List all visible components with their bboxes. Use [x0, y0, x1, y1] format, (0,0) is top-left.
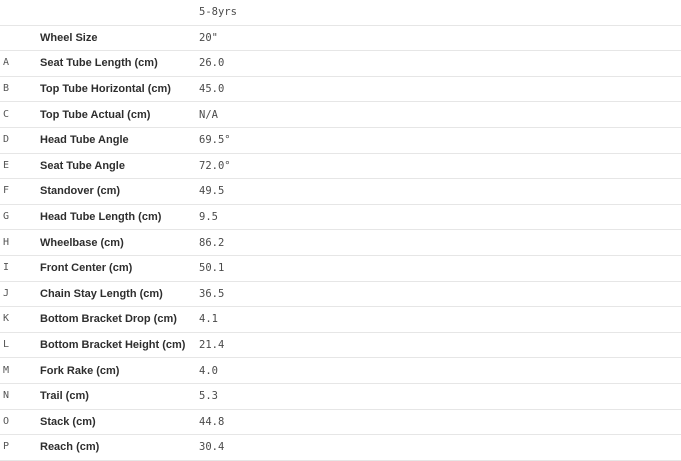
row-label: Fork Rake (cm)	[18, 358, 196, 384]
table-row	[0, 102, 681, 128]
row-label: Head Tube Length (cm)	[18, 204, 196, 230]
row-label: Top Tube Actual (cm)	[18, 102, 196, 128]
row-label: Wheelbase (cm)	[18, 230, 196, 256]
table-row	[0, 204, 681, 230]
row-letter: F	[0, 179, 18, 205]
row-label: Trail (cm)	[18, 383, 196, 409]
row-label: Seat Tube Length (cm)	[18, 51, 196, 77]
table-row	[0, 76, 681, 102]
row-letter	[0, 25, 18, 51]
table-row	[0, 383, 681, 409]
row-letter: C	[0, 102, 18, 128]
table-row	[0, 51, 681, 77]
row-label: Reach (cm)	[18, 435, 196, 461]
column-header-size: 5-8yrs	[196, 0, 681, 25]
row-value: 36.5	[196, 281, 681, 307]
row-label: Bottom Bracket Height (cm)	[18, 332, 196, 358]
table-row	[0, 332, 681, 358]
row-value: 72.0°	[196, 153, 681, 179]
table-row	[0, 179, 681, 205]
table-row	[0, 230, 681, 256]
row-label: Front Center (cm)	[18, 255, 196, 281]
header-label-cell	[18, 0, 196, 25]
row-letter: A	[0, 51, 18, 77]
row-value: 9.5	[196, 204, 681, 230]
row-value: 21.4	[196, 332, 681, 358]
row-value: 4.1	[196, 307, 681, 333]
row-value: 50.1	[196, 255, 681, 281]
row-value: 45.0	[196, 76, 681, 102]
table-row	[0, 153, 681, 179]
row-label: Seat Tube Angle	[18, 153, 196, 179]
row-letter: L	[0, 332, 18, 358]
row-value: 86.2	[196, 230, 681, 256]
row-value: 20"	[196, 25, 681, 51]
table-row	[0, 255, 681, 281]
row-letter: B	[0, 76, 18, 102]
table-row	[0, 25, 681, 51]
row-value: 69.5°	[196, 127, 681, 153]
table-row	[0, 358, 681, 384]
row-value: 5.3	[196, 383, 681, 409]
row-label: Standover (cm)	[18, 179, 196, 205]
row-letter: K	[0, 307, 18, 333]
row-label: Stack (cm)	[18, 409, 196, 435]
table-row	[0, 127, 681, 153]
table-row	[0, 281, 681, 307]
row-value: 4.0	[196, 358, 681, 384]
row-value: 49.5	[196, 179, 681, 205]
row-letter: D	[0, 127, 18, 153]
row-value: N/A	[196, 102, 681, 128]
row-label: Head Tube Angle	[18, 127, 196, 153]
row-letter: J	[0, 281, 18, 307]
row-letter: N	[0, 383, 18, 409]
row-value: 30.4	[196, 435, 681, 461]
table-row	[0, 409, 681, 435]
row-letter: H	[0, 230, 18, 256]
row-value: 26.0	[196, 51, 681, 77]
table-row	[0, 435, 681, 461]
table-header-row	[0, 0, 681, 25]
row-label: Wheel Size	[18, 25, 196, 51]
row-letter: E	[0, 153, 18, 179]
row-value: 44.8	[196, 409, 681, 435]
row-label: Bottom Bracket Drop (cm)	[18, 307, 196, 333]
row-letter: G	[0, 204, 18, 230]
row-label: Chain Stay Length (cm)	[18, 281, 196, 307]
table-row	[0, 307, 681, 333]
header-letter-cell	[0, 0, 18, 25]
row-letter: M	[0, 358, 18, 384]
row-letter: P	[0, 435, 18, 461]
row-label: Top Tube Horizontal (cm)	[18, 76, 196, 102]
row-letter: O	[0, 409, 18, 435]
row-letter: I	[0, 255, 18, 281]
